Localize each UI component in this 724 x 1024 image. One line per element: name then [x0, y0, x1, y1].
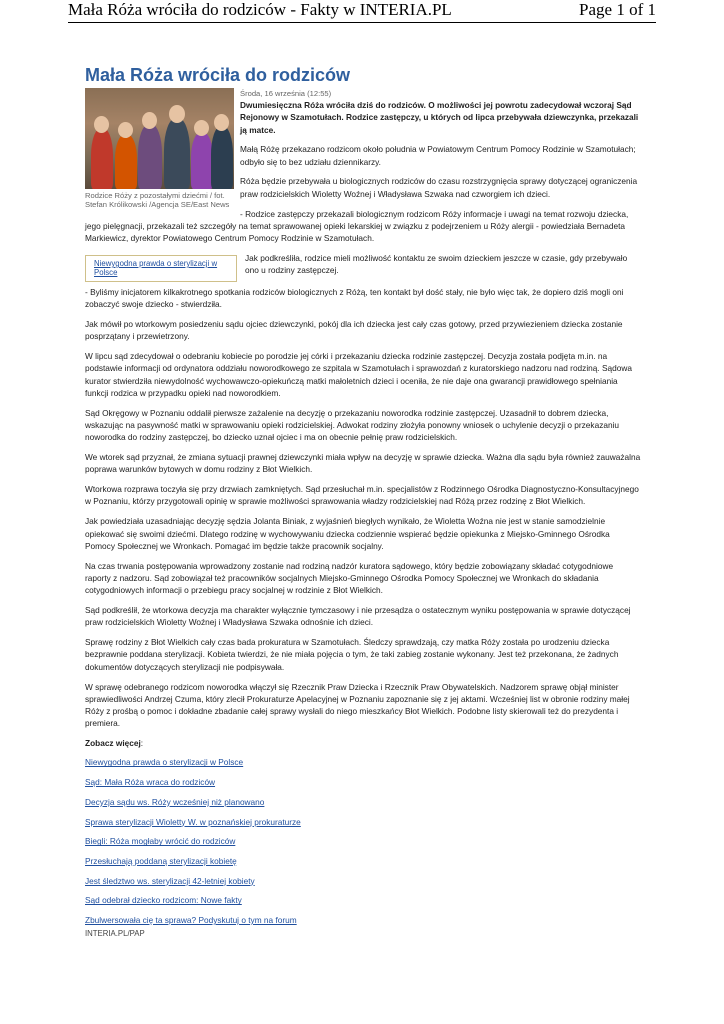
family-photo [85, 88, 234, 189]
article-paragraph: W sprawę odebranego rodzicom noworodka włączył się Rzecznik Praw Dziecka i Rzecznik Praw Obywatelskich. Nadzorem sprawę objął minister sprawiedliwości Andrzej Czuma, który zlecił Prokuraturze Apelacyjnej w Poznaniu zapoznanie się z jej aktami. Wcześniej list w obronie rodziny małej Róży z prośbą o pomoc i dokładne zbadanie całej sprawy wysłali do niego mieszkańcy Błot Wielkich. Podobne listy skierowali też do prezydenta i premiera. [85, 681, 630, 729]
teaser-link[interactable]: Niewygodna prawda o sterylizacji w Polsce [94, 258, 218, 278]
related-link[interactable]: Przesłuchają poddaną sterylizacji kobietę [85, 855, 237, 866]
article-paragraph: Małą Różę przekazano rodzicom około południa w Powiatowym Centrum Pomocy Rodzinie w Szamotułach; odbyło się to bez udziału dziennikarzy. [240, 144, 636, 167]
related-link[interactable]: Sąd: Mała Róża wraca do rodziców [85, 777, 216, 788]
publish-date: Środa, 16 września (12:55) [240, 89, 332, 98]
article-lead: Dwumiesięczna Róża wróciła dziś do rodziców. O możliwości jej powrotu zadecydował wczoraj Sąd Rejonowy w Szamotułach. Rodzice zastępczy, u których od lipca przebywała dziewczynka, przekazali ją matce. [240, 100, 639, 135]
article-paragraph: Na czas trwania postępowania wprowadzony zostanie nad rodziną nadzór kuratora sądowego, który będzie zobowiązany składać cotygodniowe raporty z nadzoru. Sąd zobowiązał też pracowników socjalnych Miejsko-Gminnego Ośrodka Pomocy Społecznej we Wronkach do składania cotygodniowych informacji o przebiegu pracy socjalnej w rodzinie z Błot Wielkich. [85, 560, 614, 596]
pdf-header [0, 0, 724, 22]
photo-caption: Rodzice Róży z pozostałymi dziećmi / fot. Stefan Królikowski /Agencja SE/East News [85, 191, 230, 210]
photo-block [85, 88, 234, 219]
article-paragraph: Wtorkowa rozprawa toczyła się przy drzwiach zamkniętych. Sąd przesłuchał m.in. specjalistów z Rodzinnego Ośrodka Diagnostyczno-Konsultacyjnego w Poznaniu, którzy przygotowali opinię w sprawie możliwości sprawowania władzy rodzicielskiej nad Różą przez rodzinę z Błot Wielkich. [85, 484, 639, 507]
article-paragraph: W lipcu sąd zdecydował o odebraniu kobiecie po porodzie jej córki i przekazaniu dziecka rodzinie zastępczej. Decyzja została podjęta m.in. na podstawie informacji od ordynatora oddziału noworodkowego ze szpitala w Szamotułach i sprawozdań z kuratorskiego nadzoru nad rodziną. Sądowa kurator stwierdziła niewydolność wychowawczo-opiekuńczą matki małoletnich dzieci i oceniła, że nie daje ona gwarancji prawidłowego spełniania funkcji rodzica w przypadku opieki nad noworodkiem. [85, 350, 632, 398]
forum-link[interactable]: Zbulwersowała cię ta sprawa? Podyskutuj o tym na forum [85, 914, 297, 925]
article-paragraph: - Byliśmy inicjatorem kilkakrotnego spotkania rodziców biologicznych z Różą, ten kontakt był dość stały, nie było więc tak, że dopiero dziś mogli oni zobaczyć swoje dziecko - stwierdziła. [85, 286, 624, 310]
article-title: Mała Róża wróciła do rodziców [85, 65, 351, 85]
article-paragraph: Róża będzie przebywała u biologicznych rodziców do czasu rozstrzygnięcia sprawy dotyczącej ograniczenia praw rodzicielskich Wioletty Woźnej i Władysława Szwaka nad czworgiem ich dzieci. [240, 176, 638, 199]
page-indicator: Page 1 of 1 [579, 0, 656, 19]
related-link[interactable]: Sprawa sterylizacji Wioletty W. w poznańskiej prokuraturze [85, 816, 301, 827]
article-paragraph: Sąd Okręgowy w Poznaniu oddalił pierwsze zażalenie na decyzję o przekazaniu noworodka rodzinie zastępczej. Uzasadnił to dobrem dziecka, wskazując na pasywność matki w sprawowaniu opieki rodzicielskiej. Adwokat rodziny złożyła ponowny wniosek o uchylenie decyzji o przekazaniu noworodka do rodziny zastępczej, bo dziecko uznał ojciec i ma on obecnie pełnię praw rodzicielskich. [85, 407, 620, 443]
related-link[interactable]: Sąd odebrał dziecko rodzicom: Nowe fakty [85, 895, 242, 906]
related-link[interactable]: Biegli: Róża mogłaby wrócić do rodziców [85, 836, 236, 847]
see-more-heading: Zobacz więcej: [85, 738, 144, 749]
article-paragraph: - Rodzice zastępczy przekazali biologicznym rodzicom Róży informacje i uwagi na temat rozwoju dziecka, jego pielęgnacji, przekazali też szczegóły na temat sprawowanej opieki lekarskiej w związku z podejrzeniem u Róży alergii - powiedziała Bernadeta Markiewicz, dyrektor Powiatowego Centrum Pomocy Rodzinie w Szamotułach. [85, 208, 629, 244]
article-paragraph: Sąd podkreślił, że wtorkowa decyzja ma charakter wyłącznie tymczasowy i nie przesądza o ostatecznym wyniku postępowania w sprawie dotyczącej praw rodzicielskich Wioletty Woźnej i Władysława Szwaka odnośnie ich dzieci. [85, 605, 631, 628]
related-link[interactable]: Decyzja sądu ws. Róży wcześniej niż planowano [85, 796, 265, 807]
article [85, 64, 641, 941]
related-link[interactable]: Niewygodna prawda o sterylizacji w Polsce [85, 757, 244, 768]
article-paragraph: Jak podkreśliła, rodzice mieli możliwość kontaktu ze swoim dzieckiem jeszcze w czasie, gdy przebywało ono u rodziny zastępczej. [245, 252, 628, 276]
article-source: INTERIA.PL/PAP [85, 929, 145, 939]
article-paragraph: Sprawę rodziny z Błot Wielkich cały czas bada prokuratura w Szamotułach. Śledczy sprawdzają, czy matka Róży została po urodzeniu dziecka bezprawnie poddana sterylizacji. Kobieta twierdzi, że nie miała pojęcia o tym, że taki zabieg zostanie wykonany. Jest też przekonana, że żadnych dokumentów dotyczących sterylizacji nie podpisywała. [85, 637, 619, 672]
article-paragraph: We wtorek sąd przyznał, że zmiana sytuacji prawnej dziewczynki miała wpływ na decyzję w sprawie dziecka. Ważna dla sądu była również zauważalna poprawa warunków bytowych w domu rodziny z Błot Wielkich. [85, 452, 641, 475]
article-paragraph: Jak mówił po wtorkowym posiedzeniu sądu ojciec dziewczynki, pokój dla ich dziecka jest cały czas gotowy, przed przywiezieniem dziecka zostanie posprzątany i przewietrzony. [85, 318, 623, 342]
document-title: Mała Róża wróciła do rodziców - Fakty w INTERIA.PL [68, 0, 452, 19]
article-paragraph: Jak powiedziała uzasadniając decyzję sędzia Jolanta Biniak, z wyjaśnień biegłych wynikało, że Wioletta Woźna nie jest w stanie samodzielnie opiekować się swoimi dziećmi. Dlatego rodzinę w wychowywaniu dziecka codziennie wspierać będzie opiekunka z Miejsko-Gminnego Ośrodka Pomocy Społecznej we Wronkach. Pomagać im będzie także pracownik socjalny. [85, 516, 610, 551]
related-teaser-box [85, 255, 237, 282]
header-divider [68, 22, 656, 23]
related-link[interactable]: Jest śledztwo ws. sterylizacji 42-letniej kobiety [85, 875, 255, 886]
